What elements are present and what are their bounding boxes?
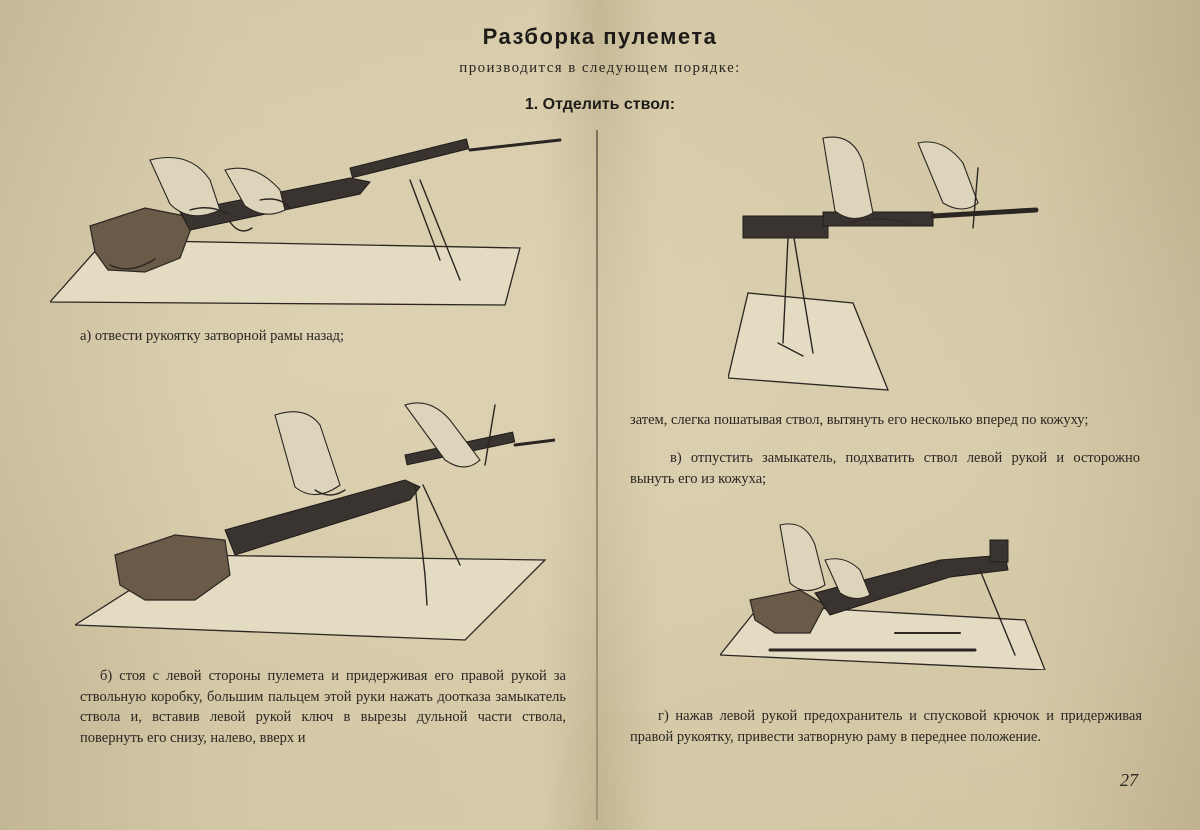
caption-a: а) отвести рукоятку затворной рамы назад; [80,328,345,344]
page-title: Разборка пулемета [482,24,718,49]
step-heading: 1. Отделить ствол: [524,96,676,113]
illustration-right-top-machine-gun [728,128,1048,393]
illustration-a-machine-gun [50,130,570,310]
caption-b: б) стоя с левой стороны пулемета и придерживая его правой рукой за ствольную коробку, большим пальцем этой руки нажать доотказа замыкатель ствола и, вставив левой рукой ключ в вырезы дульной части ствола, повернуть его снизу, налево, вверх и [80,668,566,746]
page-subtitle: производится в следующем порядке: [459,60,741,76]
caption-then: затем, слегка пошатывая ствол, вытянуть его несколько вперед по кожуху; [630,412,1089,428]
caption-v: в) отпустить замыкатель, подхватить ствол левой рукой и осторожно вынуть его из кожуха; [630,450,1140,487]
illustration-b-machine-gun [75,395,555,645]
page-gutter [596,130,598,820]
caption-g: г) нажав левой рукой предохранитель и спусковой крючок и придерживая правой рукоятку, привести затворную раму в переднее положение. [630,708,1142,745]
illustration-right-bottom-machine-gun [720,515,1050,670]
page-number: 27 [1120,770,1138,790]
